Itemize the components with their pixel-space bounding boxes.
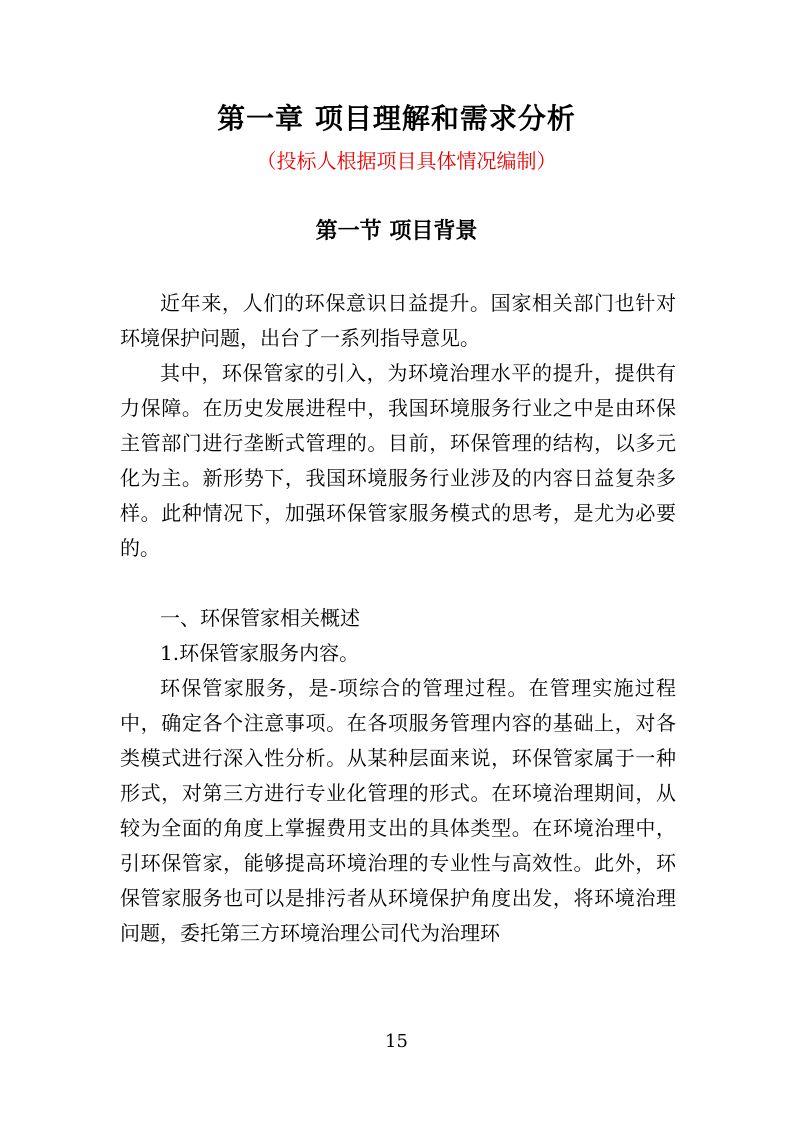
body-text <box>120 286 676 951</box>
subheading-overview: 一、环保管家相关概述 <box>160 606 360 630</box>
chapter-subtitle: （投标人根据项目具体情况编制） <box>256 149 557 173</box>
paragraph-3: 环保管家服务，是-项综合的管理过程。在管理实施过程中，确定各个注意事项。在各项服务管理内容的基础上，对各类模式进行深入性分析。从某种层面来说，环保管家属于一种形式，对第三方进行专业化管理的形式。在环境治理期间，从较为全面的角度上掌握费用支出的具体类型。在环境治理中，引环保管家，能够提高环境治理的专业性与高效性。此外，环保管家服务也可以是排污者从环境保护角度出发，将环境治理问题，委托第三方环境治理公司代为治理环 <box>120 676 676 945</box>
paragraph-1: 近年来，人们的环保意识日益提升。国家相关部门也针对环境保护问题，出台了一系列指导意见。 <box>120 291 676 350</box>
page-number: 15 <box>385 1031 408 1052</box>
chapter-title: 第一章 项目理解和需求分析 <box>217 102 576 135</box>
paragraph-spacer <box>120 566 676 601</box>
subheading-service-content: 1.环保管家服务内容。 <box>160 641 360 665</box>
paragraph-2: 其中，环保管家的引入，为环境治理水平的提升，提供有力保障。在历史发展进程中，我国环境服务行业之中是由环保主管部门进行垄断式管理的。目前，环保管理的结构，以多元化为主。新形势下，我国环境服务行业涉及的内容日益复杂多样。此种情况下，加强环保管家服务模式的思考，是尤为必要的。 <box>120 361 676 560</box>
section-title: 第一节 项目背景 <box>315 219 478 244</box>
